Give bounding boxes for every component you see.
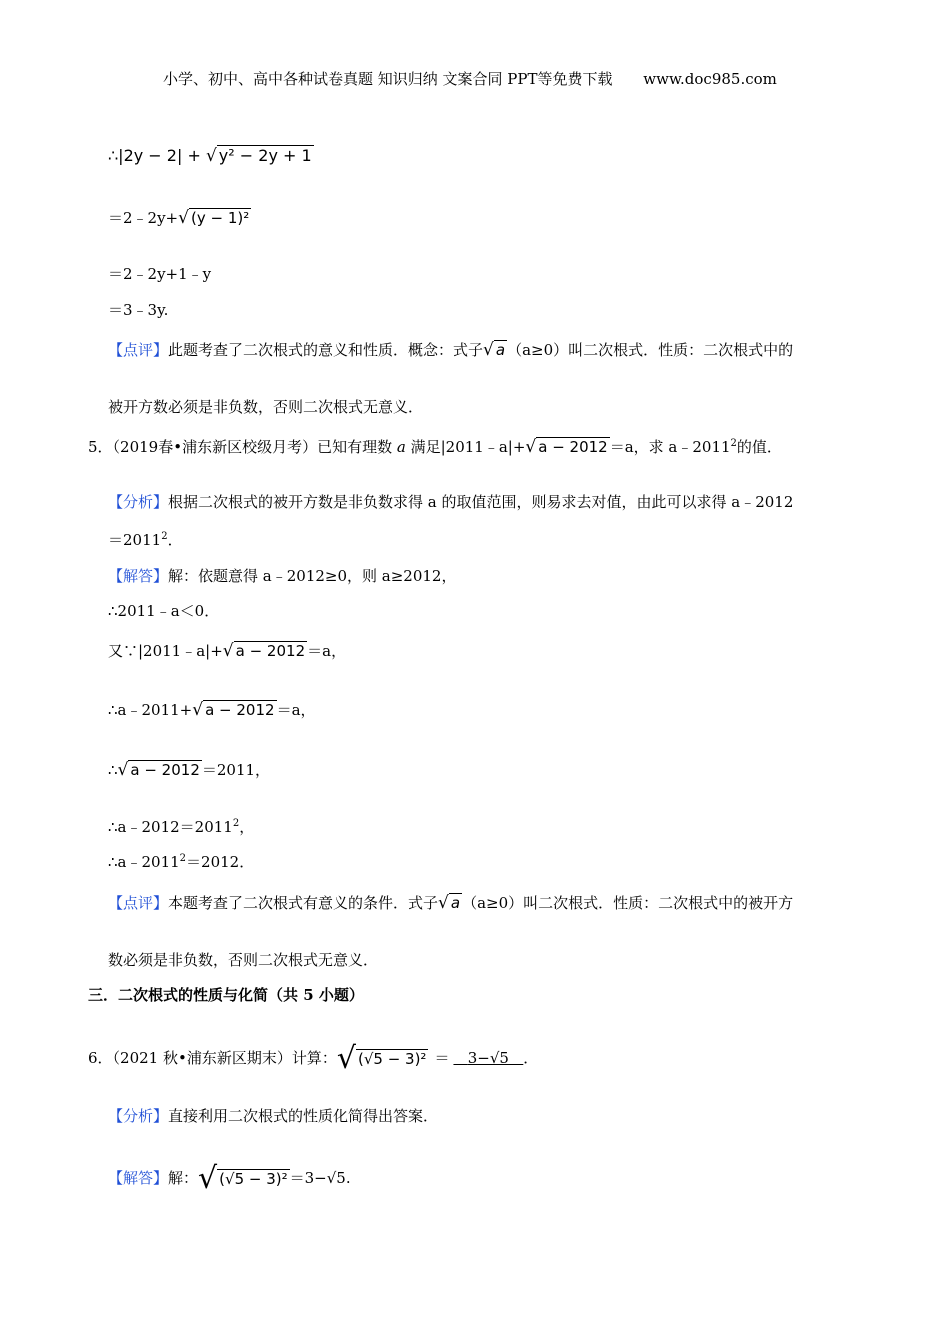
analysis-tag: 【分析】	[108, 493, 169, 511]
question-number: 6．	[88, 1049, 113, 1067]
solution-line-3: ＝2﹣2y+1﹣y	[108, 265, 212, 283]
q5-comment-line-1	[108, 893, 793, 913]
answer-blank	[453, 1049, 523, 1067]
radical: √ a	[438, 893, 461, 913]
solution-line-2	[108, 208, 251, 228]
q5-step-4	[108, 700, 316, 720]
q5-step-2: ∴2011﹣a＜0．	[108, 602, 220, 620]
comment-q4-line-1	[108, 340, 793, 360]
radical: √ a − 2012	[222, 641, 306, 661]
answer-tag: 【解答】	[108, 1169, 169, 1187]
radical: √ (√5 − 3)²	[198, 1161, 288, 1196]
answer-value: 3−√5	[304, 1169, 346, 1187]
section-3-title: 三．二次根式的性质与化简（共 5 小题）	[88, 986, 364, 1004]
solution-line-4: ＝3﹣3y.	[108, 301, 169, 319]
step-text: ＝a，	[307, 642, 347, 660]
step-text: ，	[239, 818, 255, 836]
radical: √ y² − 2y + 1	[205, 146, 312, 166]
question-text: 的值．	[736, 438, 782, 456]
q5-step-5	[108, 760, 270, 780]
expr-prefix: ＝2﹣2y+	[108, 209, 179, 227]
superscript: 2	[730, 438, 737, 449]
q5-comment-line-2: 数必须是非负数，否则二次根式无意义．	[108, 951, 379, 969]
question-source: （2019春•浦东新区校级月考）已知有理数	[112, 438, 393, 456]
q6-answer	[108, 1160, 351, 1197]
question-text: ＝a，求 a﹣2011	[609, 438, 731, 456]
header-url: www.doc985.com	[643, 70, 777, 88]
question-6-stem	[88, 1040, 538, 1077]
comment-text: （a≥0）叫二次根式．性质：二次根式中的被开方	[462, 894, 794, 912]
radical: √ a − 2012	[192, 700, 275, 720]
q5-answer-line-1	[108, 566, 456, 586]
step-text: ∴a﹣2011	[108, 853, 180, 871]
radical: √ (y − 1)²	[178, 208, 250, 228]
q6-analysis	[108, 1106, 438, 1126]
step-text: 又∵|2011﹣a|+	[108, 642, 223, 660]
superscript: 2	[161, 531, 168, 542]
solution-line-1	[108, 146, 314, 166]
answer-text: .	[345, 1169, 351, 1187]
answer-text: 解：	[168, 1169, 199, 1187]
radical: √ a	[483, 340, 506, 360]
analysis-text: ＝2011	[108, 531, 162, 549]
answer-text: 解：依题意得 a﹣2012≥0，则 a≥2012，	[168, 567, 457, 585]
comment-tag: 【点评】	[108, 894, 169, 912]
step-text: ∴a﹣2011+	[108, 701, 193, 719]
expr-prefix: ∴|2y − 2| +	[108, 146, 206, 165]
q5-step-6	[108, 817, 254, 837]
step-text: ＝a，	[276, 701, 316, 719]
header-description: 小学、初中、高中各种试卷真题 知识归纳 文案合同 PPT等免费下载	[163, 70, 613, 88]
analysis-tag: 【分析】	[108, 1107, 169, 1125]
header-site-text	[163, 69, 777, 89]
analysis-text: 直接利用二次根式的性质化简得出答案．	[168, 1107, 439, 1125]
step-text: ＝2012．	[186, 853, 255, 871]
step-text: ∴	[108, 761, 118, 779]
comment-text: （a≥0）叫二次根式．性质：二次根式中的	[507, 341, 794, 359]
comment-tag: 【点评】	[108, 341, 169, 359]
radical: √ a − 2012	[525, 437, 608, 457]
step-text: ∴a﹣2012＝2011	[108, 818, 233, 836]
question-number: 5．	[88, 438, 113, 456]
superscript: 2	[179, 853, 187, 864]
comment-text: 本题考查了二次根式有意义的条件．式子	[168, 894, 439, 912]
question-5-stem	[88, 437, 782, 457]
question-text: ．	[523, 1049, 539, 1067]
equals-sign: ＝	[434, 1049, 450, 1067]
radical: √ a − 2012	[117, 760, 200, 780]
question-source: （2021 秋•浦东新区期末）计算：	[112, 1049, 337, 1067]
q5-analysis-line-2	[108, 530, 183, 550]
blank-answer: 3−√5	[467, 1049, 509, 1067]
answer-tag: 【解答】	[108, 567, 169, 585]
question-text: 满足|2011﹣a|+	[410, 438, 526, 456]
q5-step-7	[108, 852, 254, 872]
q5-analysis-line-1	[108, 492, 793, 512]
analysis-text: ．	[167, 531, 183, 549]
analysis-text: 根据二次根式的被开方数是非负数求得 a 的取值范围，则易求去对值，由此可以求得 a﹣2012	[168, 493, 794, 511]
radical: √ (√5 − 3)²	[336, 1041, 427, 1076]
step-text: ＝2011，	[201, 761, 271, 779]
comment-text: 此题考查了二次根式的意义和性质．概念：式子	[168, 341, 484, 359]
q5-step-3	[108, 641, 346, 661]
comment-q4-line-2: 被开方数必须是非负数，否则二次根式无意义．	[108, 398, 424, 416]
variable: a	[396, 438, 406, 456]
equals-sign: ＝	[289, 1169, 305, 1187]
superscript: 2	[232, 818, 240, 829]
